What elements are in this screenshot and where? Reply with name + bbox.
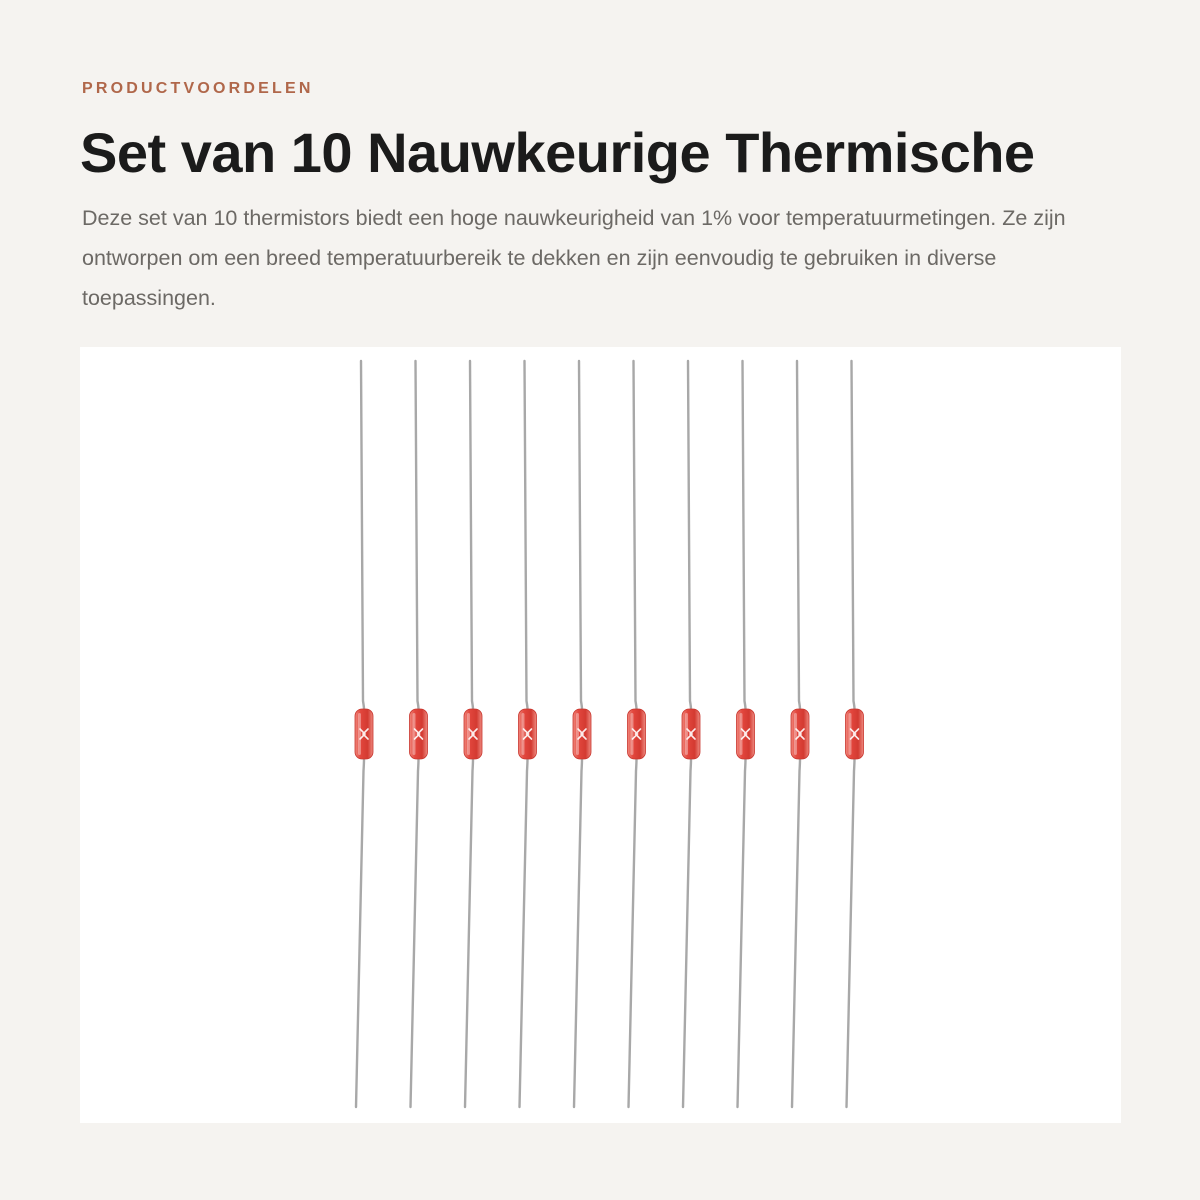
thermistor-highlight xyxy=(467,713,470,755)
section-title: Set van 10 Nauwkeurige Thermische xyxy=(80,121,1035,184)
upper-lead-wire xyxy=(525,361,528,709)
product-image xyxy=(80,347,1121,1123)
thermistors-illustration xyxy=(80,347,1121,1123)
lower-lead-wire xyxy=(738,759,746,1107)
thermistor-highlight xyxy=(794,713,797,755)
upper-lead-wire xyxy=(797,361,800,709)
upper-lead-wire xyxy=(361,361,364,709)
eyebrow-label: PRODUCTVOORDELEN xyxy=(82,80,314,97)
lower-lead-wire xyxy=(683,759,691,1107)
section-description: Deze set van 10 thermistors biedt een hoge nauwkeurigheid van 1% voor temperatuurmetingen. Ze zijn ontworpen om een breed temperatuurbereik te dekken en zijn eenvoudig te gebruiken in diverse toepassingen. xyxy=(82,206,1066,310)
thermistor-highlight xyxy=(576,713,579,755)
lower-lead-wire xyxy=(574,759,582,1107)
thermistor xyxy=(682,361,700,1107)
upper-lead-wire xyxy=(634,361,637,709)
thermistor-highlight xyxy=(631,713,634,755)
lower-lead-wire xyxy=(356,759,364,1107)
upper-lead-wire xyxy=(743,361,746,709)
thermistor xyxy=(573,361,591,1107)
thermistor xyxy=(791,361,809,1107)
upper-lead-wire xyxy=(579,361,582,709)
thermistor-highlight xyxy=(413,713,416,755)
thermistor xyxy=(410,361,428,1107)
thermistor-highlight xyxy=(849,713,852,755)
upper-lead-wire xyxy=(416,361,419,709)
thermistor xyxy=(355,361,373,1107)
upper-lead-wire xyxy=(470,361,473,709)
thermistor-highlight xyxy=(358,713,361,755)
lower-lead-wire xyxy=(411,759,419,1107)
lower-lead-wire xyxy=(465,759,473,1107)
thermistor-highlight xyxy=(685,713,688,755)
thermistor xyxy=(737,361,755,1107)
thermistor-highlight xyxy=(740,713,743,755)
thermistor xyxy=(519,361,537,1107)
lower-lead-wire xyxy=(847,759,855,1107)
thermistor xyxy=(628,361,646,1107)
lower-lead-wire xyxy=(792,759,800,1107)
lower-lead-wire xyxy=(629,759,637,1107)
thermistor xyxy=(464,361,482,1107)
thermistor xyxy=(846,361,864,1107)
upper-lead-wire xyxy=(688,361,691,709)
thermistor-highlight xyxy=(522,713,525,755)
upper-lead-wire xyxy=(852,361,855,709)
lower-lead-wire xyxy=(520,759,528,1107)
